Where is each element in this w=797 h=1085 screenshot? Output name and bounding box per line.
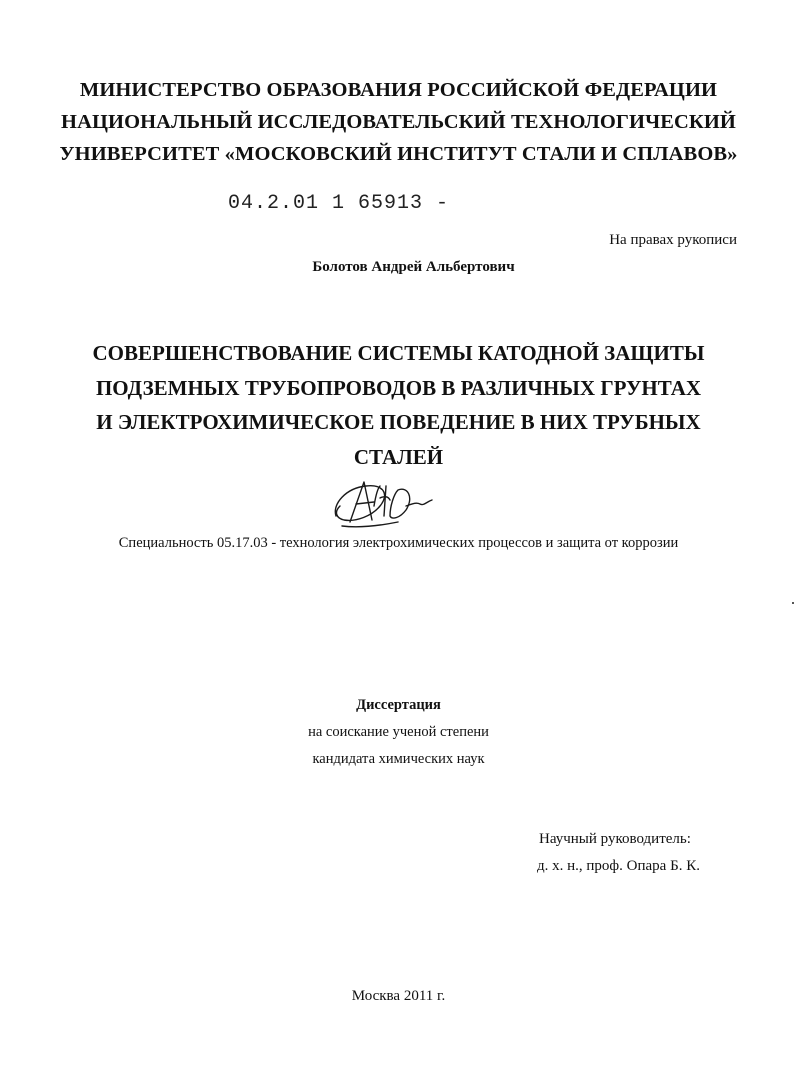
dissertation-title xyxy=(0,336,797,474)
ministry-line-1: МИНИСТЕРСТВО ОБРАЗОВАНИЯ РОССИЙСКОЙ ФЕДЕРАЦИИ xyxy=(79,79,718,101)
city-year: Москва 2011 г. xyxy=(351,988,446,1004)
supervisor-block xyxy=(539,826,700,880)
registration-code: 04.2.01 1 65913 - xyxy=(228,192,450,215)
dissertation-heading: Диссертация xyxy=(356,697,441,713)
scan-speck xyxy=(792,602,794,604)
supervisor-name: д. х. н., проф. Опара Б. К. xyxy=(537,858,700,874)
degree-field-line: кандидата химических наук xyxy=(312,751,485,767)
author-name: Болотов Андрей Альбертович xyxy=(312,259,515,275)
supervisor-label: Научный руководитель: xyxy=(539,831,691,847)
author-signature xyxy=(328,476,438,534)
dissertation-block xyxy=(0,692,797,773)
ministry-header xyxy=(0,74,797,170)
manuscript-note: На правах рукописи xyxy=(609,232,737,248)
title-line-4: СТАЛЕЙ xyxy=(353,444,444,469)
title-line-3: И ЭЛЕКТРОХИМИЧЕСКОЕ ПОВЕДЕНИЕ В НИХ ТРУБНЫХ xyxy=(96,410,701,434)
ministry-line-2: НАЦИОНАЛЬНЫЙ ИССЛЕДОВАТЕЛЬСКИЙ ТЕХНОЛОГИЧЕСКИЙ xyxy=(61,111,736,133)
title-line-2: ПОДЗЕМНЫХ ТРУБОПРОВОДОВ В РАЗЛИЧНЫХ ГРУНТАХ xyxy=(95,375,702,400)
degree-line: на соискание ученой степени xyxy=(308,724,489,740)
title-line-1: СОВЕРШЕНСТВОВАНИЕ СИСТЕМЫ КАТОДНОЙ ЗАЩИТЫ xyxy=(92,341,705,365)
specialty-line: Специальность 05.17.03 - технология электрохимических процессов и защита от коррозии xyxy=(118,535,679,551)
ministry-line-3: УНИВЕРСИТЕТ «МОСКОВСКИЙ ИНСТИТУТ СТАЛИ И СПЛАВОВ» xyxy=(59,143,738,165)
